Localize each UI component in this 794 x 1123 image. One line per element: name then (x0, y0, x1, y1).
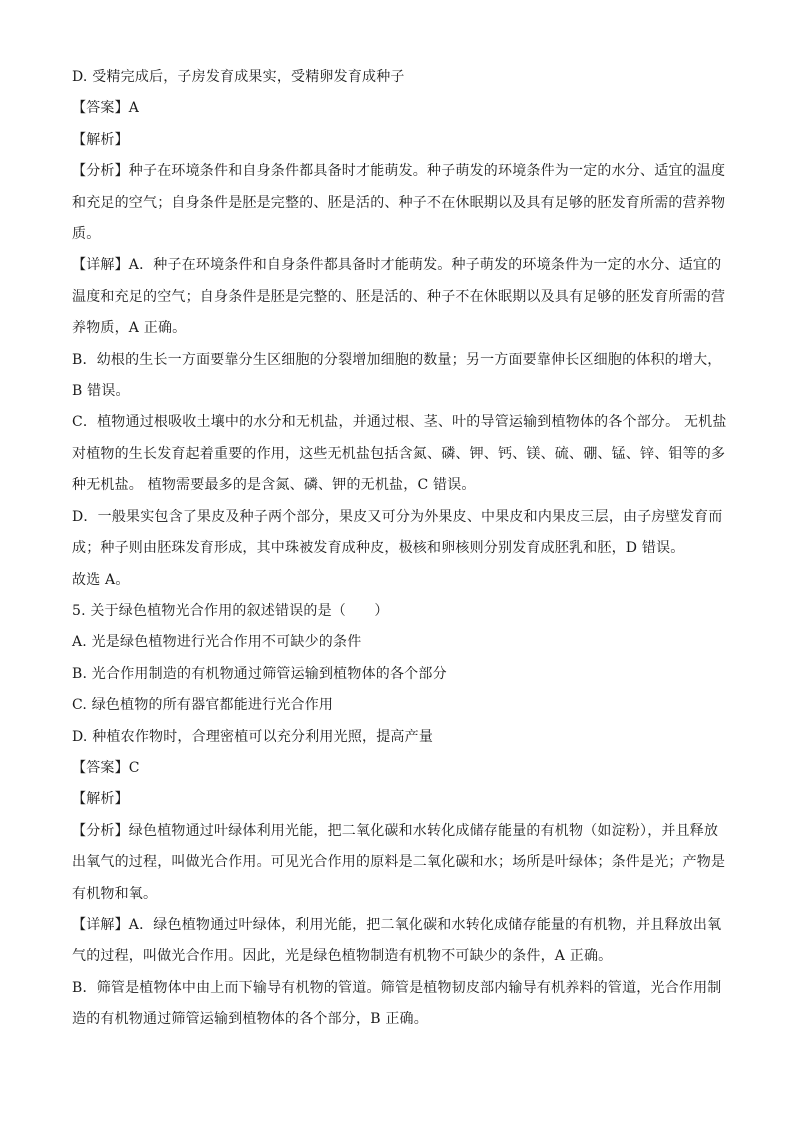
text-line: 造的有机物通过筛管运输到植物体的各个部分，B 正确。 (72, 1011, 428, 1028)
text-line: 质。 (72, 226, 101, 243)
analysis-heading: 【解析】 (72, 131, 129, 148)
text-line: C．植物通过根吸收土壤中的水分和无机盐，并通过根、茎、叶的导管运输到植物体的各个部分。 无机盐 (72, 414, 727, 431)
text-line: 和充足的空气；自身条件是胚是完整的、胚是活的、种子不在休眠期以及具有足够的胚发育所需的营养物 (72, 194, 726, 211)
text-line: B．筛管是植物体中由上而下输导有机物的管道。筛管是植物韧皮部内输导有机养料的管道，光合作用制 (72, 979, 722, 996)
answer-label: 【答案】A (72, 100, 140, 117)
text-line: 有机物和氧。 (72, 885, 158, 902)
text-line: 【分析】绿色植物通过叶绿体利用光能，把二氧化碳和水转化成储存能量的有机物（如淀粉），并且释放 (72, 822, 719, 839)
question-stem: 5. 关于绿色植物光合作用的叙述错误的是（ ） (72, 602, 389, 619)
text-line: 种无机盐。 植物需要最多的是含氮、磷、钾的无机盐，C 错误。 (72, 477, 476, 494)
text-line: 成；种子则由胚珠发育形成，其中珠被发育成种皮，极核和卵核则分别发育成胚乳和胚，D 错误。 (72, 540, 685, 557)
text-line: B 错误。 (72, 383, 130, 400)
text-line: 气的过程，叫做光合作用。因此，光是绿色植物制造有机物不可缺少的条件，A 正确。 (72, 948, 613, 965)
text-line: 出氧气的过程，叫做光合作用。可见光合作用的原料是二氧化碳和水；场所是叶绿体；条件是光；产物是 (72, 854, 726, 871)
text-line: B．幼根的生长一方面要靠分生区细胞的分裂增加细胞的数量；另一方面要靠伸长区细胞的体积的增大， (72, 351, 722, 368)
text-line: 【详解】A．种子在环境条件和自身条件都具备时才能萌发。种子萌发的环境条件为一定的水分、适宜的 (72, 257, 722, 274)
option-b: B. 光合作用制造的有机物通过筛管运输到植物体的各个部分 (72, 665, 447, 682)
text-line: D. 受精完成后，子房发育成果实，受精卵发育成种子 (72, 69, 405, 85)
text-line: 故选 A。 (72, 571, 130, 588)
text-line: 对植物的生长发育起着重要的作用，这些无机盐包括含氮、磷、钾、钙、镁、硫、硼、锰、锌、钼等的多 (72, 445, 726, 462)
text-line: 养物质，A 正确。 (72, 320, 187, 337)
analysis-heading: 【解析】 (72, 791, 129, 808)
option-d: D. 种植农作物时，合理密植可以充分利用光照，提高产量 (72, 728, 434, 745)
option-a: A. 光是绿色植物进行光合作用不可缺少的条件 (72, 634, 362, 651)
option-c: C. 绿色植物的所有器官都能进行光合作用 (72, 697, 334, 714)
text-line: D．一般果实包含了果皮及种子两个部分，果皮又可分为外果皮、中果皮和内果皮三层，由子房壁发育而 (72, 508, 723, 525)
text-line: 【详解】A．绿色植物通过叶绿体，利用光能，把二氧化碳和水转化成储存能量的有机物，并且释放出氧 (72, 916, 722, 933)
text-line: 【分析】种子在环境条件和自身条件都具备时才能萌发。种子萌发的环境条件为一定的水分、适宜的温度 (72, 163, 726, 180)
answer-label: 【答案】C (72, 759, 140, 776)
text-line: 温度和充足的空气；自身条件是胚是完整的、胚是活的、种子不在休眠期以及具有足够的胚发育所需的营 (72, 288, 726, 305)
